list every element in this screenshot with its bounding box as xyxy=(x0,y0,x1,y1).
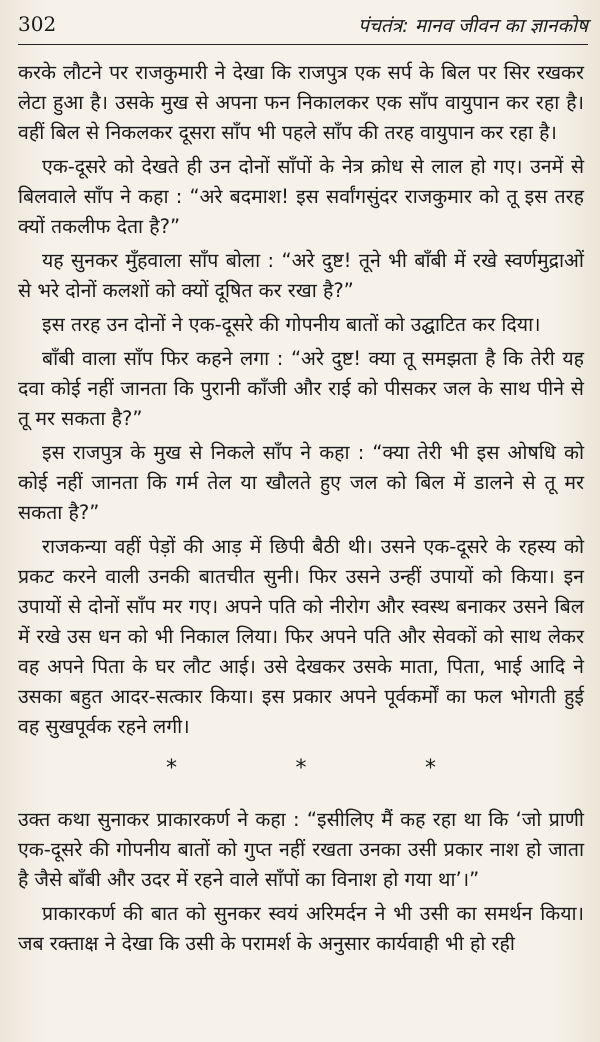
paragraph-6: इस राजपुत्र के मुख से निकले साँप ने कहा : “क्या तेरी भी इस ओषधि को कोई नहीं जानता कि गर्म तेल या खौलते हुए जल को बिल में डालने से तू मर सकता है?” xyxy=(18,441,584,524)
section-separator xyxy=(166,756,436,781)
separator-asterisk: * xyxy=(295,756,307,781)
paragraph-4: इस तरह उन दोनों ने एक-दूसरे की गोपनीय बातों को उद्घाटित कर दिया। xyxy=(42,313,541,336)
paragraph-2: एक-दूसरे को देखते ही उन दोनों साँपों के नेत्र क्रोध से लाल हो गए। उनमें से बिलवाले साँप ने कहा : “अरे बदमाश! इस सर्वांगसुंदर राजकुमार को तू इस तरह क्यों तकलीफ देता है?” xyxy=(18,155,584,238)
paragraph-5: बाँबी वाला साँप फिर कहने लगा : “अरे दुष्ट! क्या तू समझता है कि तेरी यह दवा कोई नहीं जानता कि पुरानी काँजी और राई को पीसकर जल के साथ पीने से तू मर सकता है?” xyxy=(18,347,584,430)
paragraph-3: यह सुनकर मुँहवाला साँप बोला : “अरे दुष्ट! तूने भी बाँबी में रखे स्वर्णमुद्राओं से भरे दोनों कलशों को क्यों दूषित कर रखा है?” xyxy=(18,249,584,302)
page-number: 302 xyxy=(18,12,57,36)
paragraph-7: राजकन्या वहीं पेड़ों की आड़ में छिपी बैठी थी। उसने एक-दूसरे के रहस्य को प्रकट करने वाली उनकी बातचीत सुनी। फिर उसने उन्हीं उपायों को किया। इन उपायों से दोनों साँप मर गए। अपने पति को नीरोग और स्वस्थ बनाकर उसने बिल में रखे उस धन को भी निकाल लिया। फिर अपने पति और सेवकों को साथ लेकर वह अपने पिता के घर लौट आई। उसे देखकर उसके माता, पिता, भाई आदि ने उसका बहुत आदर-सत्कार किया। इस प्रकार अपने पूर्वकर्मों का फल भोगती हुई वह सुखपूर्वक रहने लगी। xyxy=(18,535,584,738)
page-header xyxy=(18,10,588,45)
closing-paragraph-2: प्राकारकर्ण की बात को सुनकर स्वयं अरिमर्दन ने भी उसी का समर्थन किया। जब रक्ताक्ष ने देखा कि उसी के परामर्श के अनुसार कार्यवाही भी हो रही xyxy=(18,902,584,955)
separator-asterisk: * xyxy=(425,756,436,781)
closing-paragraph-1: उक्त कथा सुनाकर प्राकारकर्ण ने कहा : “इसीलिए मैं कह रहा था कि ‘जो प्राणी एक-दूसरे की गोपनीय बातों को गुप्त नहीं रखता उनका उसी प्रकार नाश हो जाता है जैसे बाँबी और उदर में रहने वाले साँपों का विनाश हो गया था’।” xyxy=(18,808,584,891)
story-text xyxy=(18,58,584,963)
separator-asterisk: * xyxy=(166,756,177,781)
paragraph-1: करके लौटने पर राजकुमारी ने देखा कि राजपुत्र एक सर्प के बिल पर सिर रखकर लेटा हुआ है। उसके मुख से अपना फन निकालकर एक साँप वायुपान कर रहा है। वहीं बिल से निकलकर दूसरा साँप भी पहले साँप की तरह वायुपान कर रहा है। xyxy=(18,61,584,144)
running-head: पंचतंत्र: मानव जीवन का ज्ञानकोष xyxy=(358,15,588,37)
